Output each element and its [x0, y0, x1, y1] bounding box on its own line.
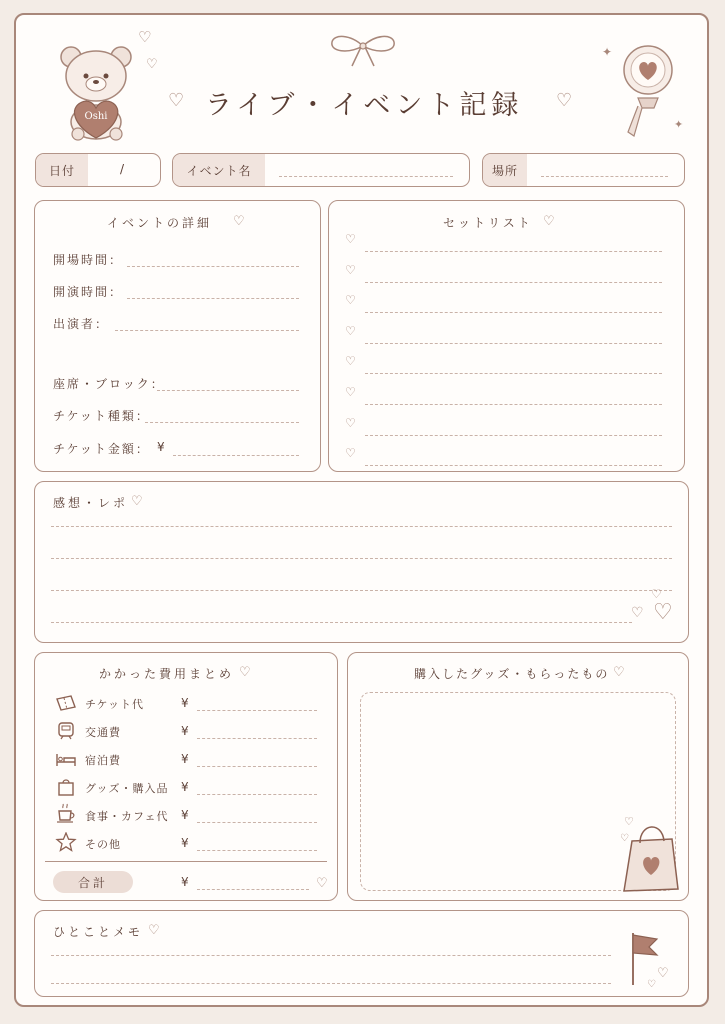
svg-text:✦: ✦	[602, 45, 613, 59]
setlist-line[interactable]	[365, 435, 662, 436]
setlist-line[interactable]	[365, 251, 662, 252]
event-details-section	[34, 200, 321, 472]
open-time-line[interactable]	[127, 266, 299, 267]
shopping-bag-icon	[56, 777, 76, 797]
svg-text:✦: ✦	[674, 118, 684, 131]
svg-text:♡: ♡	[624, 815, 634, 828]
impressions-line[interactable]	[51, 558, 672, 559]
setlist-line[interactable]	[365, 282, 662, 283]
memo-section	[34, 910, 689, 997]
cost-item-label: 宿泊費	[85, 754, 121, 767]
svg-text:Oshi: Oshi	[84, 111, 108, 122]
memo-title: ひとことメモ	[53, 925, 144, 939]
seat-label: 座席・ブロック：	[53, 377, 165, 391]
ticket-price-yen: ¥	[157, 440, 165, 454]
decor-heart-icon: ♡	[146, 57, 158, 72]
flag-icon	[627, 929, 679, 987]
start-time-label: 開演時間：	[53, 285, 124, 299]
memo-line[interactable]	[51, 955, 611, 956]
event-details-title: イベントの詳細	[107, 216, 213, 230]
goods-section	[347, 652, 689, 901]
decor-heart-icon: ♡	[653, 600, 673, 625]
performers-label: 出演者：	[53, 317, 110, 331]
gift-bag-icon	[618, 813, 682, 893]
cost-line[interactable]	[197, 794, 317, 795]
cost-item-label: 交通費	[85, 726, 121, 739]
heart-icon: ♡	[543, 214, 555, 229]
heart-icon: ♡	[239, 665, 251, 680]
total-yen: ¥	[181, 875, 189, 889]
ribbon-icon	[328, 32, 398, 68]
svg-text:♡: ♡	[647, 979, 656, 987]
ticket-icon	[55, 694, 77, 712]
setlist-heart-icon: ♡	[345, 354, 356, 369]
place-field[interactable]	[482, 153, 685, 187]
cost-yen: ¥	[181, 752, 189, 766]
setlist-line[interactable]	[365, 373, 662, 374]
costs-title: かかった費用まとめ	[99, 667, 235, 681]
heart-icon: ♡	[131, 494, 143, 509]
cost-line[interactable]	[197, 738, 317, 739]
cost-item-label: グッズ・購入品	[85, 782, 169, 795]
date-field[interactable]	[35, 153, 161, 187]
impressions-line[interactable]	[51, 590, 672, 591]
setlist-title: セットリスト	[443, 216, 533, 230]
ticket-price-label: チケット金額：	[53, 442, 150, 456]
event-name-label: イベント名	[173, 154, 265, 186]
costs-section	[34, 652, 338, 901]
setlist-heart-icon: ♡	[345, 232, 356, 246]
total-badge: 合計	[53, 871, 133, 893]
setlist-heart-icon: ♡	[345, 446, 356, 461]
costs-divider	[45, 861, 327, 862]
setlist-heart-icon: ♡	[345, 262, 356, 277]
open-time-label: 開場時間：	[53, 253, 124, 267]
cost-yen: ¥	[181, 808, 189, 822]
impressions-section	[34, 481, 689, 643]
bed-icon	[55, 750, 77, 768]
cost-item-label: 食事・カフェ代	[85, 810, 169, 823]
cost-item-label: その他	[85, 838, 121, 851]
performers-line[interactable]	[115, 330, 299, 331]
heart-icon: ♡	[233, 214, 245, 229]
decor-heart-icon: ♡	[138, 28, 152, 46]
svg-text:♡: ♡	[620, 833, 629, 844]
start-time-line[interactable]	[127, 298, 299, 299]
cost-item-label: チケット代	[85, 698, 145, 711]
cost-line[interactable]	[197, 766, 317, 767]
setlist-heart-icon: ♡	[345, 293, 356, 308]
heart-icon: ♡	[148, 923, 160, 938]
date-label: 日付	[36, 154, 88, 186]
cost-yen: ¥	[181, 724, 189, 738]
setlist-line[interactable]	[365, 343, 662, 344]
impressions-title: 感想・レポ	[53, 496, 129, 510]
decor-heart-icon: ♡	[631, 605, 644, 621]
event-name-field[interactable]	[172, 153, 470, 187]
ticket-price-line[interactable]	[173, 455, 299, 456]
heart-icon: ♡	[316, 876, 328, 891]
light-stick-icon	[598, 36, 688, 146]
total-line[interactable]	[197, 889, 309, 890]
cost-line[interactable]	[197, 822, 317, 823]
page-title: ライブ・イベント記録	[205, 90, 524, 121]
title-heart-right-icon: ♡	[556, 90, 573, 111]
cost-yen: ¥	[181, 696, 189, 710]
cost-line[interactable]	[197, 850, 317, 851]
setlist-line[interactable]	[365, 312, 662, 313]
title-heart-left-icon: ♡	[168, 90, 185, 111]
memo-line[interactable]	[51, 983, 611, 984]
ticket-type-line[interactable]	[145, 422, 299, 423]
setlist-heart-icon: ♡	[345, 385, 356, 399]
decor-heart-icon: ♡	[651, 587, 662, 601]
setlist-heart-icon: ♡	[345, 415, 356, 430]
setlist-heart-icon: ♡	[345, 323, 356, 338]
place-label: 場所	[483, 154, 527, 186]
goods-title: 購入したグッズ・もらったもの	[414, 667, 610, 681]
date-separator: /	[120, 162, 125, 176]
cost-line[interactable]	[197, 710, 317, 711]
impressions-line[interactable]	[51, 526, 672, 527]
setlist-section	[328, 200, 685, 472]
ticket-type-label: チケット種類：	[53, 409, 150, 423]
teddy-bear-icon	[54, 42, 144, 142]
svg-text:♡: ♡	[657, 966, 669, 981]
coffee-cup-icon	[55, 803, 77, 825]
impressions-line[interactable]	[51, 622, 632, 623]
setlist-line[interactable]	[365, 465, 662, 466]
seat-line[interactable]	[157, 390, 299, 391]
cost-yen: ¥	[181, 780, 189, 794]
train-icon	[56, 721, 76, 741]
cost-yen: ¥	[181, 836, 189, 850]
setlist-line[interactable]	[365, 404, 662, 405]
heart-icon: ♡	[613, 665, 625, 680]
star-icon	[55, 832, 77, 852]
